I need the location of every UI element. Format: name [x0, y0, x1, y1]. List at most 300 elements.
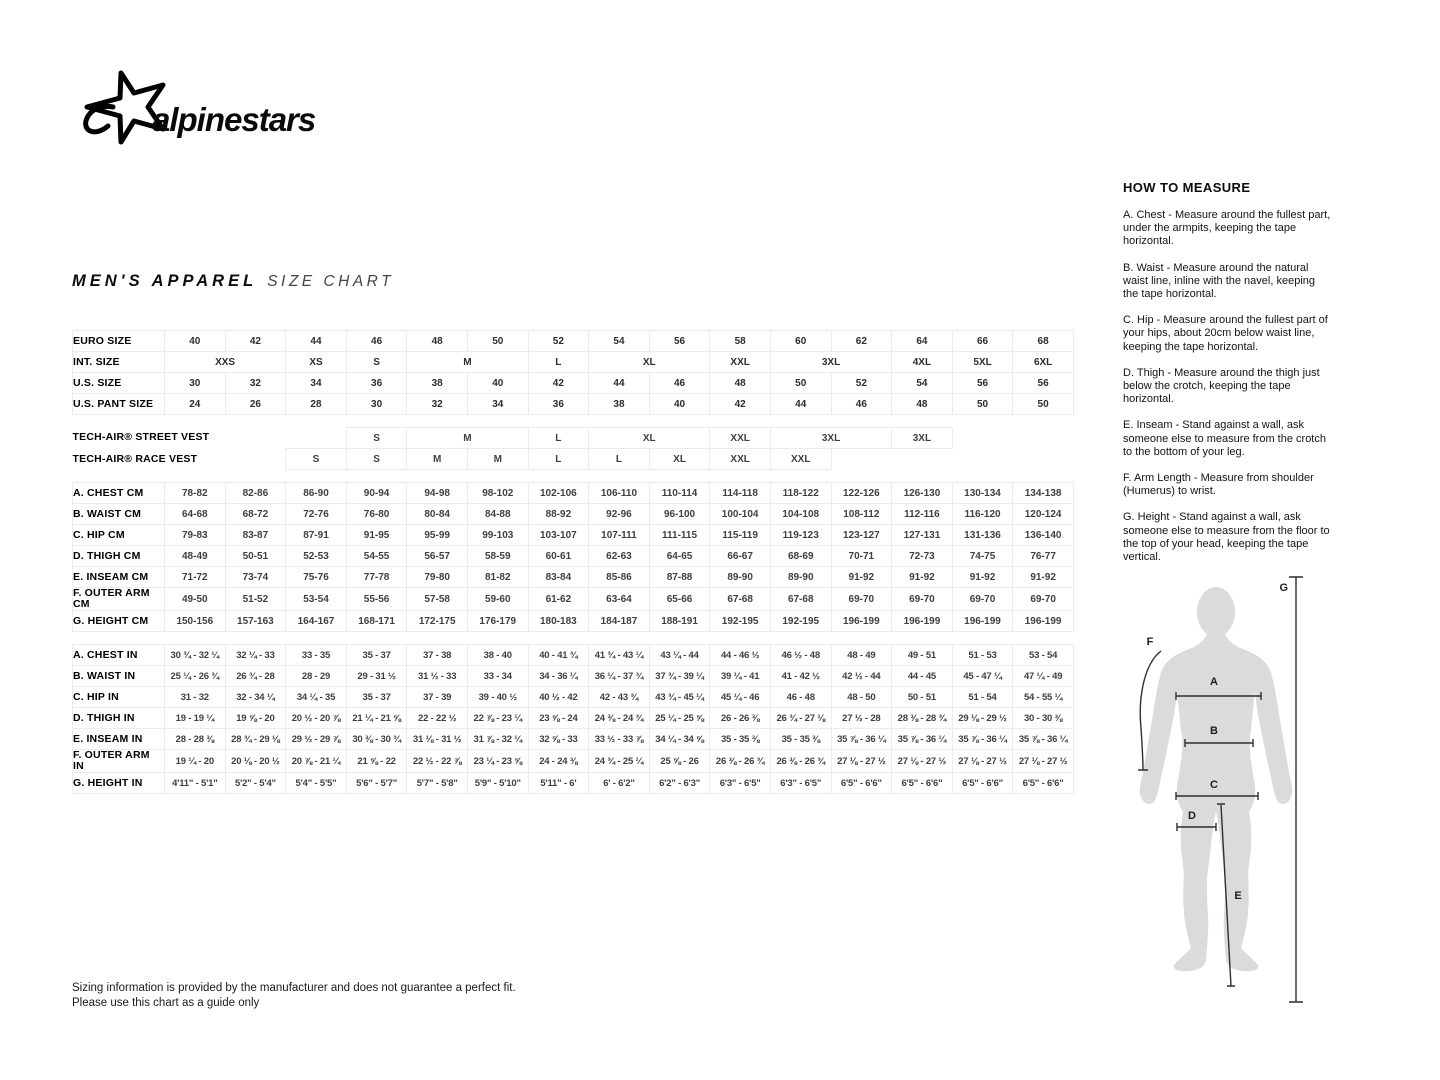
table-cell: 6'5" - 6'6" [1013, 773, 1074, 794]
table-cell: 25 ¼ - 25 ⅝ [649, 708, 710, 729]
table-cell: 64-68 [165, 504, 226, 525]
table-cell: 83-84 [528, 567, 589, 588]
table-cell: 49 - 51 [892, 645, 953, 666]
table-cell: 40 [467, 373, 528, 394]
table-cell: 43 ¾ - 45 ¼ [649, 687, 710, 708]
table-cell: 78-82 [165, 483, 226, 504]
how-to-measure-panel [1123, 180, 1331, 577]
page-title-sub: SIZE CHART [267, 273, 395, 290]
table-cell: 4XL [892, 352, 953, 373]
table-cell: 26 ⅜ - 26 ¾ [710, 750, 771, 773]
brand-wordmark: alpinestars [152, 101, 316, 138]
table-cell: 102-106 [528, 483, 589, 504]
table-cell: 126-130 [892, 483, 953, 504]
row-label: INT. SIZE [73, 352, 165, 373]
table-cell: 3XL [770, 428, 891, 449]
table-cell: 31 ½ - 33 [407, 666, 468, 687]
table-cell: 6'5" - 6'6" [831, 773, 892, 794]
table-cell: 48 [407, 331, 468, 352]
row-label: G. HEIGHT IN [73, 773, 165, 794]
table-cell: 35 - 35 ⅜ [710, 729, 771, 750]
table-cell: 50 - 51 [892, 687, 953, 708]
row-label: U.S. PANT SIZE [73, 394, 165, 415]
table-row [73, 331, 1074, 352]
table-cell: 50 [1013, 394, 1074, 415]
table-cell: 22 - 22 ½ [407, 708, 468, 729]
table-cell: 50-51 [225, 546, 286, 567]
table-cell: 76-80 [346, 504, 407, 525]
table-cell: M [407, 449, 468, 470]
how-to-measure-heading: HOW TO MEASURE [1123, 180, 1251, 195]
table-cell: 63-64 [589, 588, 650, 611]
table-cell: 44 [770, 394, 831, 415]
table-cell: 40 - 41 ¾ [528, 645, 589, 666]
table-cell: 74-75 [952, 546, 1013, 567]
table-cell: 28 ⅜ - 28 ¾ [892, 708, 953, 729]
table-row [73, 394, 1074, 415]
table-cell: XXL [710, 428, 771, 449]
table-cell: 24 - 24 ⅜ [528, 750, 589, 773]
disclaimer-line-1: Sizing information is provided by the manufacturer and does not guarantee a perfect fit. [72, 982, 516, 994]
table-cell: 56-57 [407, 546, 468, 567]
table-cell: 35 - 37 [346, 687, 407, 708]
table-cell: 53 - 54 [1013, 645, 1074, 666]
table-cell: 136-140 [1013, 525, 1074, 546]
table-cell: 29 - 31 ½ [346, 666, 407, 687]
table-cell: 80-84 [407, 504, 468, 525]
table-cell: 72-76 [286, 504, 347, 525]
table-cell: 23 ⅝ - 24 [528, 708, 589, 729]
table-row [73, 666, 1074, 687]
table-cell: 6'3" - 6'5" [770, 773, 831, 794]
table-cell: 33 ½ - 33 ⅞ [589, 729, 650, 750]
table-cell: 62 [831, 331, 892, 352]
table-cell: 106-110 [589, 483, 650, 504]
table-cell: 68-72 [225, 504, 286, 525]
table-cell: 3XL [770, 352, 891, 373]
table-cell: 108-112 [831, 504, 892, 525]
table-row [73, 708, 1074, 729]
table-cell: 134-138 [1013, 483, 1074, 504]
table-cell: 46 - 48 [770, 687, 831, 708]
table-cell: 56 [952, 373, 1013, 394]
table-cell: 42 [225, 331, 286, 352]
table-cell: 26 ¾ - 28 [225, 666, 286, 687]
row-label: EURO SIZE [73, 331, 165, 352]
table-cell: 64 [892, 331, 953, 352]
table-cell: 192-195 [710, 611, 771, 632]
table-cell: 122-126 [831, 483, 892, 504]
table-cell: L [528, 428, 589, 449]
table-cell: 87-91 [286, 525, 347, 546]
label-chest: A [1210, 676, 1218, 688]
table-cell: 95-99 [407, 525, 468, 546]
table-cell: 21 ⅝ - 22 [346, 750, 407, 773]
table-cell: 24 ¾ - 25 ¼ [589, 750, 650, 773]
table-cell: 28 [286, 394, 347, 415]
table-cell: 123-127 [831, 525, 892, 546]
table-cell: 34 [467, 394, 528, 415]
table-cell: 98-102 [467, 483, 528, 504]
table-row [73, 588, 1074, 611]
table-cell: 69-70 [952, 588, 1013, 611]
table-cell: 5'11" - 6' [528, 773, 589, 794]
table-row [73, 567, 1074, 588]
table-cell: 57-58 [407, 588, 468, 611]
table-cell: 41 - 42 ½ [770, 666, 831, 687]
table-cell: 56 [1013, 373, 1074, 394]
table-cell: 87-88 [649, 567, 710, 588]
table-cell [952, 428, 1073, 449]
label-height: G [1279, 582, 1288, 594]
table-cell: XXL [770, 449, 831, 470]
table-cell: 79-83 [165, 525, 226, 546]
table-cell: 100-104 [710, 504, 771, 525]
row-label: D. THIGH CM [73, 546, 165, 567]
table-cell: 20 ½ - 20 ⅞ [286, 708, 347, 729]
table-cell: 41 ¾ - 43 ¼ [589, 645, 650, 666]
table-cell: 82-86 [225, 483, 286, 504]
table-cell: 176-179 [467, 611, 528, 632]
row-label: C. HIP IN [73, 687, 165, 708]
table-cell: 60 [770, 331, 831, 352]
table-cell: 46 [346, 331, 407, 352]
table-cell: 39 - 40 ½ [467, 687, 528, 708]
table-cell: XXL [710, 449, 771, 470]
table-cell: XS [286, 352, 347, 373]
table-cell: 6'3" - 6'5" [710, 773, 771, 794]
table-cell: 39 ¼ - 41 [710, 666, 771, 687]
table-cell: 20 ⅞ - 21 ¼ [286, 750, 347, 773]
table-cell: 73-74 [225, 567, 286, 588]
table-cell: 180-183 [528, 611, 589, 632]
table-cell: 6XL [1013, 352, 1074, 373]
label-waist: B [1210, 725, 1218, 737]
table-cell: M [467, 449, 528, 470]
table-cell: 81-82 [467, 567, 528, 588]
table-cell: 31 ⅛ - 31 ½ [407, 729, 468, 750]
table-cell: 50 [952, 394, 1013, 415]
table-cell: XL [649, 449, 710, 470]
table-cell: 40 [165, 331, 226, 352]
table-cell: 27 ⅛ - 27 ½ [892, 750, 953, 773]
table-cell: 118-122 [770, 483, 831, 504]
table-row [73, 504, 1074, 525]
table-cell: M [407, 352, 528, 373]
table-row [73, 611, 1074, 632]
table-cell: 53-54 [286, 588, 347, 611]
table-cell: 46 [831, 394, 892, 415]
table-cell: 45 - 47 ¼ [952, 666, 1013, 687]
disclaimer-line-2: Please use this chart as a guide only [72, 997, 260, 1009]
table-cell: 196-199 [1013, 611, 1074, 632]
table-cell: 20 ⅛ - 20 ½ [225, 750, 286, 773]
page-title [72, 272, 394, 291]
row-label: F. OUTER ARM IN [73, 750, 165, 773]
table-cell: 27 ⅛ - 27 ½ [831, 750, 892, 773]
table-cell: 34 ¼ - 35 [286, 687, 347, 708]
table-cell: 116-120 [952, 504, 1013, 525]
table-cell: 94-98 [407, 483, 468, 504]
table-cell: 38 [589, 394, 650, 415]
table-cell: XL [589, 428, 710, 449]
table-cell: 32 ⅝ - 33 [528, 729, 589, 750]
table-cell: 67-68 [770, 588, 831, 611]
table-cell: 71-72 [165, 567, 226, 588]
table-cell: 66-67 [710, 546, 771, 567]
table-row [73, 428, 1074, 449]
table-cell: 28 - 28 ⅜ [165, 729, 226, 750]
table-cell: 23 ¼ - 23 ⅝ [467, 750, 528, 773]
measure-instruction: D. Thigh - Measure around the thigh just below the crotch, keeping the tape horizontal. [1123, 366, 1320, 406]
table-cell: 35 ⅞ - 36 ¼ [952, 729, 1013, 750]
table-cell: 24 [165, 394, 226, 415]
table-cell: 30 [165, 373, 226, 394]
table-cell: 51-52 [225, 588, 286, 611]
table-cell: 36 [346, 373, 407, 394]
table-cell: XXS [165, 352, 286, 373]
row-label: TECH-AIR® RACE VEST [72, 452, 198, 465]
table-cell: 54 [589, 331, 650, 352]
table-cell: 107-111 [589, 525, 650, 546]
table-cell: 55-56 [346, 588, 407, 611]
table-cell: 150-156 [165, 611, 226, 632]
table-cell: 58 [710, 331, 771, 352]
table-cell: 31 - 32 [165, 687, 226, 708]
row-label: F. OUTER ARM CM [73, 588, 165, 611]
table-cell: 35 - 37 [346, 645, 407, 666]
table-cell: 103-107 [528, 525, 589, 546]
table-cell: 111-115 [649, 525, 710, 546]
table-cell: 31 ⅞ - 32 ¼ [467, 729, 528, 750]
table-cell: 34 ¼ - 34 ⅝ [649, 729, 710, 750]
how-to-measure-list [1123, 209, 1331, 564]
table-cell: 69-70 [892, 588, 953, 611]
measure-instruction: F. Arm Length - Measure from shoulder (Humerus) to wrist. [1123, 472, 1314, 498]
row-label: E. INSEAM CM [73, 567, 165, 588]
table-cell: 6'2" - 6'3" [649, 773, 710, 794]
table-cell: 19 ⅝ - 20 [225, 708, 286, 729]
table-cell [831, 449, 1073, 470]
table-cell: 35 ⅞ - 36 ¼ [1013, 729, 1074, 750]
table-cell: 52-53 [286, 546, 347, 567]
table-cell: 30 ¾ - 32 ¼ [165, 645, 226, 666]
table-cell: 120-124 [1013, 504, 1074, 525]
table-cell: L [528, 352, 589, 373]
table-cell: 32 [225, 373, 286, 394]
table-row [73, 729, 1074, 750]
table-cell: 51 - 54 [952, 687, 1013, 708]
table-cell: 5'7" - 5'8" [407, 773, 468, 794]
table-cell: 34 - 36 ¼ [528, 666, 589, 687]
table-row [73, 546, 1074, 567]
group-spacer [73, 632, 1074, 645]
table-cell: 5'2" - 5'4" [225, 773, 286, 794]
body-measurement-diagram [1128, 568, 1440, 1010]
table-cell: 48 - 50 [831, 687, 892, 708]
table-cell: 36 [528, 394, 589, 415]
table-cell: 27 ½ - 28 [831, 708, 892, 729]
table-cell: 51 - 53 [952, 645, 1013, 666]
table-cell: 114-118 [710, 483, 771, 504]
table-cell: 84-88 [467, 504, 528, 525]
measure-instruction: G. Height - Stand against a wall, ask someone else to measure from the floor to the top of your head, keeping the tape vertical. [1123, 511, 1330, 564]
table-cell: 91-92 [1013, 567, 1074, 588]
table-cell: L [528, 449, 589, 470]
table-cell: 29 ½ - 29 ⅞ [286, 729, 347, 750]
table-cell: 40 ½ - 42 [528, 687, 589, 708]
table-cell: 25 ¼ - 26 ¾ [165, 666, 226, 687]
table-cell: 157-163 [225, 611, 286, 632]
table-cell: 46 [649, 373, 710, 394]
table-cell: 64-65 [649, 546, 710, 567]
table-cell: 112-116 [892, 504, 953, 525]
table-cell: 192-195 [770, 611, 831, 632]
table-cell: 89-90 [710, 567, 771, 588]
table-cell: 30 ⅜ - 30 ¾ [346, 729, 407, 750]
table-cell: 68 [1013, 331, 1074, 352]
page-title-main: MEN'S APPAREL [72, 272, 258, 290]
table-cell: 58-59 [467, 546, 528, 567]
table-cell: 79-80 [407, 567, 468, 588]
table-cell: 44 - 46 ½ [710, 645, 771, 666]
size-table [72, 330, 1074, 794]
row-label: C. HIP CM [73, 525, 165, 546]
table-cell: 85-86 [589, 567, 650, 588]
table-cell: 119-123 [770, 525, 831, 546]
measure-instruction: C. Hip - Measure around the fullest part of your hips, about 20cm below waist line, keeping the tape horizontal. [1123, 314, 1328, 353]
label-arm-length: F [1146, 636, 1154, 648]
table-cell: 72-73 [892, 546, 953, 567]
table-cell: 22 ⅞ - 23 ¼ [467, 708, 528, 729]
table-cell: 43 ¼ - 44 [649, 645, 710, 666]
table-cell: XL [589, 352, 710, 373]
table-cell: 28 - 29 [286, 666, 347, 687]
table-cell: S [346, 449, 407, 470]
table-cell: 26 - 26 ⅜ [710, 708, 771, 729]
table-cell: 32 - 34 ¼ [225, 687, 286, 708]
row-label: A. CHEST IN [73, 645, 165, 666]
table-cell: 30 [346, 394, 407, 415]
table-cell: 50 [770, 373, 831, 394]
table-cell: 110-114 [649, 483, 710, 504]
table-cell: 27 ⅛ - 27 ½ [952, 750, 1013, 773]
table-cell: 66 [952, 331, 1013, 352]
table-cell: 54-55 [346, 546, 407, 567]
table-cell: 42 ½ - 44 [831, 666, 892, 687]
measure-instruction: B. Waist - Measure around the natural waist line, inline with the navel, keeping the tape horizontal. [1123, 261, 1316, 301]
table-cell: 5'4" - 5'5" [286, 773, 347, 794]
table-cell: 29 ⅛ - 29 ½ [952, 708, 1013, 729]
brand-logo [70, 64, 400, 148]
table-cell: 89-90 [770, 567, 831, 588]
table-cell: 22 ½ - 22 ⅞ [407, 750, 468, 773]
table-cell: 40 [649, 394, 710, 415]
table-cell: 44 - 45 [892, 666, 953, 687]
table-cell: 35 ⅞ - 36 ¼ [831, 729, 892, 750]
measure-instruction: E. Inseam - Stand against a wall, ask someone else to measure from the crotch to the bottom of your leg. [1123, 419, 1326, 458]
table-cell: 172-175 [407, 611, 468, 632]
table-cell: 104-108 [770, 504, 831, 525]
table-cell: 62-63 [589, 546, 650, 567]
row-label: A. CHEST CM [73, 483, 165, 504]
table-cell: 188-191 [649, 611, 710, 632]
table-row [73, 645, 1074, 666]
row-label: D. THIGH IN [73, 708, 165, 729]
table-cell: 76-77 [1013, 546, 1074, 567]
row-label: B. WAIST IN [73, 666, 165, 687]
table-row [73, 687, 1074, 708]
table-cell: 50 [467, 331, 528, 352]
table-cell: 52 [831, 373, 892, 394]
table-cell: 38 [407, 373, 468, 394]
table-cell: 48-49 [165, 546, 226, 567]
table-cell: 127-131 [892, 525, 953, 546]
table-cell: S [346, 352, 407, 373]
table-cell: 3XL [892, 428, 953, 449]
table-cell: 69-70 [1013, 588, 1074, 611]
table-cell: 196-199 [892, 611, 953, 632]
table-cell: 32 ¼ - 33 [225, 645, 286, 666]
table-cell: 52 [528, 331, 589, 352]
table-cell: 28 ¾ - 29 ⅛ [225, 729, 286, 750]
table-cell: 196-199 [831, 611, 892, 632]
table-cell: XXL [710, 352, 771, 373]
group-spacer [73, 415, 1074, 428]
table-cell: 48 - 49 [831, 645, 892, 666]
table-cell: 54 - 55 ¼ [1013, 687, 1074, 708]
table-cell: 5'6" - 5'7" [346, 773, 407, 794]
table-row [73, 773, 1074, 794]
table-cell: 37 ¾ - 39 ¼ [649, 666, 710, 687]
table-cell: 6'5" - 6'6" [952, 773, 1013, 794]
table-cell: 19 ¼ - 20 [165, 750, 226, 773]
table-cell: 35 ⅞ - 36 ¼ [892, 729, 953, 750]
table-cell: 54 [892, 373, 953, 394]
table-cell: 75-76 [286, 567, 347, 588]
table-cell: 37 - 39 [407, 687, 468, 708]
table-row [73, 449, 1074, 470]
table-cell: 44 [589, 373, 650, 394]
row-label: U.S. SIZE [73, 373, 165, 394]
table-cell: 33 - 35 [286, 645, 347, 666]
table-cell: 65-66 [649, 588, 710, 611]
table-cell: 168-171 [346, 611, 407, 632]
table-cell: 27 ⅛ - 27 ½ [1013, 750, 1074, 773]
table-cell: 6' - 6'2" [589, 773, 650, 794]
table-cell: 88-92 [528, 504, 589, 525]
table-cell: 30 - 30 ⅜ [1013, 708, 1074, 729]
table-cell: L [589, 449, 650, 470]
table-row [73, 373, 1074, 394]
table-cell: 37 - 38 [407, 645, 468, 666]
table-cell: 69-70 [831, 588, 892, 611]
table-cell: 130-134 [952, 483, 1013, 504]
measure-instruction: A. Chest - Measure around the fullest part, under the armpits, keeping the tape horizontal. [1123, 209, 1331, 248]
table-cell: 91-92 [831, 567, 892, 588]
table-cell: 77-78 [346, 567, 407, 588]
table-cell: 25 ⅝ - 26 [649, 750, 710, 773]
label-hip: C [1210, 779, 1218, 791]
table-cell: S [346, 428, 407, 449]
table-cell: 70-71 [831, 546, 892, 567]
table-cell: 21 ¼ - 21 ⅝ [346, 708, 407, 729]
table-cell: 24 ⅜ - 24 ¾ [589, 708, 650, 729]
disclaimer [72, 981, 516, 1011]
table-cell: 67-68 [710, 588, 771, 611]
table-cell: 26 ¾ - 27 ⅛ [770, 708, 831, 729]
table-cell: 36 ¼ - 37 ¾ [589, 666, 650, 687]
